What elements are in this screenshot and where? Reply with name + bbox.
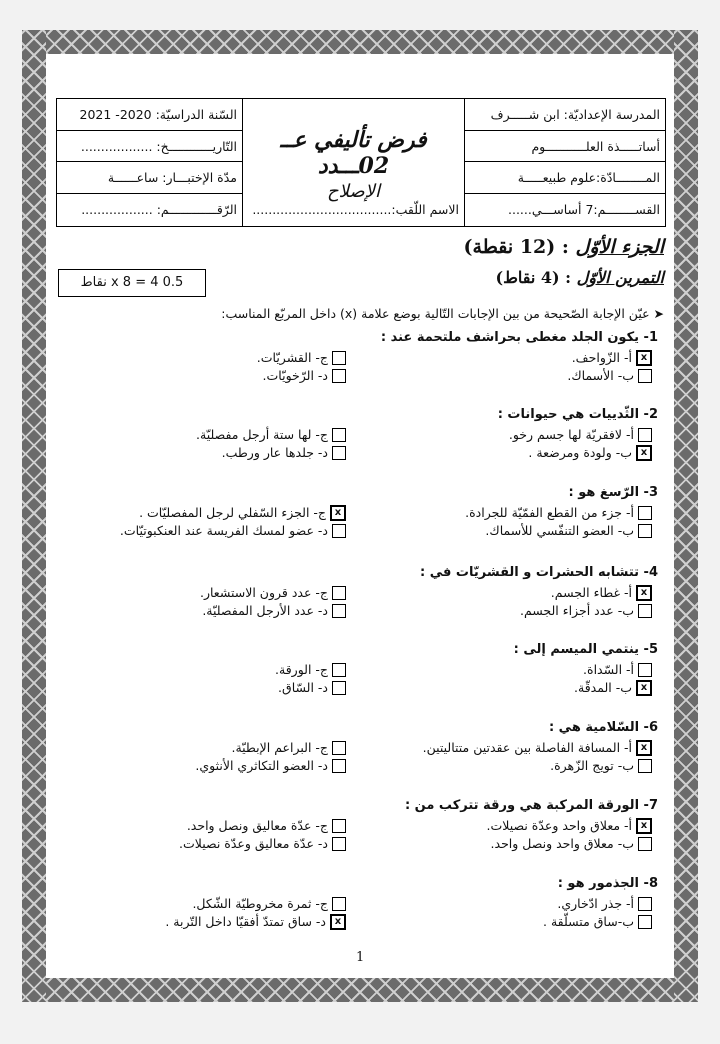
option-1-4[interactable] bbox=[263, 367, 346, 385]
option-5-1[interactable] bbox=[583, 661, 652, 679]
option-label: د- ساق تمتدّ أفقيّا داخل التّربة . bbox=[165, 914, 326, 929]
arrow-icon: ➤ bbox=[649, 306, 664, 321]
option-8-1[interactable] bbox=[557, 895, 652, 913]
question-text: 2- الثّدييات هي حيوانات : bbox=[497, 407, 658, 422]
page-number: 1 bbox=[356, 950, 365, 965]
decorative-border-right bbox=[674, 30, 698, 1002]
checked-box-icon[interactable]: x bbox=[330, 505, 346, 521]
checkbox-icon[interactable] bbox=[332, 604, 346, 618]
option-label: أ- جذر ادّخاري. bbox=[557, 896, 634, 911]
teacher-field: أساتـــــذة العلـــــــــــوم bbox=[465, 131, 665, 163]
checkbox-icon[interactable] bbox=[332, 741, 346, 755]
exercise-label: التمرين الأوّل bbox=[576, 268, 664, 287]
option-6-1[interactable] bbox=[423, 739, 652, 757]
checkbox-icon[interactable] bbox=[332, 897, 346, 911]
option-2-1[interactable] bbox=[509, 426, 652, 444]
checked-box-icon[interactable]: x bbox=[636, 445, 652, 461]
option-3-2[interactable] bbox=[485, 522, 652, 540]
decorative-border-left bbox=[22, 30, 46, 1002]
option-label: د- جلدها عار ورطب. bbox=[221, 445, 328, 460]
option-5-4[interactable] bbox=[278, 679, 346, 697]
options bbox=[62, 894, 658, 932]
option-3-1[interactable] bbox=[465, 504, 652, 522]
checkbox-icon[interactable] bbox=[638, 428, 652, 442]
checked-box-icon[interactable]: x bbox=[636, 350, 652, 366]
option-label: ج- الجزء السّفلي لرجل المفصليّات . bbox=[139, 505, 326, 520]
option-4-4[interactable] bbox=[202, 602, 346, 620]
option-1-2[interactable] bbox=[567, 367, 652, 385]
checkbox-icon[interactable] bbox=[332, 663, 346, 677]
checkbox-icon[interactable] bbox=[638, 369, 652, 383]
checkbox-icon[interactable] bbox=[638, 915, 652, 929]
school-field: المدرسة الإعداديّة: ابن شـــــرف bbox=[465, 99, 665, 131]
option-label: أ- لافقريّة لها جسم رخو. bbox=[508, 427, 634, 442]
checkbox-icon[interactable] bbox=[638, 663, 652, 677]
option-label: ج- عدد قرون الاستشعار. bbox=[199, 585, 328, 600]
option-label: د- السّاق. bbox=[278, 680, 328, 695]
option-label: ب- ولودة ومرضعة . bbox=[528, 445, 632, 460]
checkbox-icon[interactable] bbox=[638, 604, 652, 618]
exercise-points: : (4 نقاط) bbox=[495, 268, 572, 287]
checkbox-icon[interactable] bbox=[332, 446, 346, 460]
checkbox-icon[interactable] bbox=[332, 819, 346, 833]
option-label: ب-ساق متسلّقة . bbox=[543, 914, 634, 929]
class-field: القســــــــم:7 أساســـي...... bbox=[508, 201, 660, 217]
question-2 bbox=[62, 405, 658, 463]
options bbox=[62, 348, 658, 386]
options bbox=[62, 660, 658, 698]
instruction-text: عيّن الإجابة الصّحيحة من بين الإجابات التّالية بوضع علامة (x) داخل المربّع المناسب: bbox=[221, 306, 650, 321]
option-label: ب- المدقّة. bbox=[574, 680, 632, 695]
question-text: 7- الورقة المركبة هي ورقة تتركب من : bbox=[404, 798, 658, 813]
question-4 bbox=[62, 563, 658, 621]
exam-subtitle: الإصلاح bbox=[327, 181, 380, 202]
option-label: د- عضو لمسك الفريسة عند العنكبوتيّات. bbox=[119, 523, 328, 538]
option-8-3[interactable] bbox=[192, 895, 346, 913]
option-4-1[interactable] bbox=[551, 584, 652, 602]
checkbox-icon[interactable] bbox=[332, 369, 346, 383]
option-label: أ- المسافة الفاصلة بين عقدتين متتاليتين. bbox=[422, 740, 632, 755]
checkbox-icon[interactable] bbox=[638, 897, 652, 911]
option-label: ب- عدد أجزاء الجسم. bbox=[519, 603, 634, 618]
option-label: أ- الزّواحف. bbox=[571, 350, 632, 365]
duration-field: مدّة الإختبـــار: ساعــــــة bbox=[57, 162, 242, 194]
options bbox=[62, 425, 658, 463]
options bbox=[62, 583, 658, 621]
exercise-title bbox=[496, 268, 664, 287]
question-text: 8- الجذمور هو : bbox=[557, 876, 658, 891]
question-3 bbox=[62, 483, 658, 541]
question-5 bbox=[62, 640, 658, 698]
checkbox-icon[interactable] bbox=[332, 837, 346, 851]
checked-box-icon[interactable]: x bbox=[636, 680, 652, 696]
checkbox-icon[interactable] bbox=[332, 759, 346, 773]
part-title bbox=[464, 236, 664, 258]
scoring-box: 0.5 x 8 = 4 نقاط bbox=[58, 269, 206, 297]
option-label: ج- الورقة. bbox=[275, 662, 328, 677]
exam-header bbox=[56, 98, 666, 227]
option-6-4[interactable] bbox=[195, 757, 346, 775]
question-1 bbox=[62, 328, 658, 386]
option-label: أ- جزء من القطع الفمّيّة للجرادة. bbox=[465, 505, 634, 520]
option-6-2[interactable] bbox=[550, 757, 652, 775]
option-label: أ- غطاء الجسم. bbox=[550, 585, 632, 600]
option-label: د- عدد الأرجل المفصليّة. bbox=[202, 603, 328, 618]
number-field: الرّقـــــــــــــم: .................. bbox=[81, 201, 237, 217]
option-5-3[interactable] bbox=[275, 661, 346, 679]
option-label: أ- معلاق واحد وعدّة نصيلات. bbox=[486, 818, 632, 833]
options bbox=[62, 816, 658, 854]
header-title-area bbox=[242, 99, 465, 202]
checkbox-icon[interactable] bbox=[332, 681, 346, 695]
checkbox-icon[interactable] bbox=[332, 524, 346, 538]
checkbox-icon[interactable] bbox=[638, 837, 652, 851]
option-2-4[interactable] bbox=[222, 444, 346, 462]
checked-box-icon[interactable]: x bbox=[330, 914, 346, 930]
option-label: ب- العضو التنفّسي للأسماك. bbox=[485, 523, 634, 538]
checked-box-icon[interactable]: x bbox=[636, 585, 652, 601]
option-8-4[interactable] bbox=[165, 913, 346, 931]
name-field: الاسم اللّقب:................................... bbox=[252, 202, 459, 217]
question-text: 6- السّلامية هي : bbox=[548, 720, 658, 735]
option-1-1[interactable] bbox=[572, 349, 652, 367]
option-label: ج- ثمرة مخروطيّة الشّكل. bbox=[192, 896, 328, 911]
decorative-border-top bbox=[22, 30, 698, 54]
option-2-2[interactable] bbox=[528, 444, 652, 462]
part-label: الجزء الأوّل bbox=[575, 236, 664, 258]
question-8 bbox=[62, 874, 658, 932]
option-4-3[interactable] bbox=[200, 584, 346, 602]
option-label: ب- الأسماك. bbox=[567, 368, 634, 383]
checked-box-icon[interactable]: x bbox=[636, 740, 652, 756]
option-label: ب- تويج الزّهرة. bbox=[550, 758, 634, 773]
option-6-3[interactable] bbox=[231, 739, 346, 757]
exam-title: فرض تأليفي عــ 02ـــدد bbox=[280, 127, 427, 179]
checkbox-icon[interactable] bbox=[332, 428, 346, 442]
option-label: ج- القشريّات. bbox=[256, 350, 328, 365]
exercise-instruction bbox=[221, 306, 664, 321]
question-6 bbox=[62, 718, 658, 776]
question-text: 1- يكون الجلد مغطى بحراشف ملتحمة عند : bbox=[380, 330, 658, 345]
checkbox-icon[interactable] bbox=[332, 351, 346, 365]
option-7-3[interactable] bbox=[187, 817, 346, 835]
header-left-column bbox=[57, 99, 243, 226]
decorative-border-bottom bbox=[22, 978, 698, 1002]
part-points: : (12 نقطة) bbox=[463, 236, 569, 258]
options bbox=[62, 503, 658, 541]
question-text: 4- تتشابه الحشرات و القشريّات في : bbox=[420, 565, 658, 580]
option-2-3[interactable] bbox=[196, 426, 346, 444]
option-4-2[interactable] bbox=[520, 602, 652, 620]
options bbox=[62, 738, 658, 776]
option-7-2[interactable] bbox=[491, 835, 652, 853]
question-text: 5- ينتمي الميسم إلى : bbox=[513, 642, 658, 657]
year-field: السّنة الدراسيّة: 2020- 2021 bbox=[57, 99, 242, 131]
option-label: ج- لها ستة أرجل مفصليّة. bbox=[196, 427, 328, 442]
option-label: ب- معلاق واحد ونصل واحد. bbox=[490, 836, 634, 851]
option-label: أ- السّداة. bbox=[583, 662, 634, 677]
question-text: 3- الرّسغ هو : bbox=[568, 485, 658, 500]
option-label: د- عدّة معاليق وعدّة نصيلات. bbox=[179, 836, 328, 851]
option-label: ج- عدّة معاليق ونصل واحد. bbox=[186, 818, 328, 833]
option-8-2[interactable] bbox=[543, 913, 652, 931]
subject-field: المــــــــادّة:علوم طبيعـــــة bbox=[465, 162, 665, 194]
option-1-3[interactable] bbox=[257, 349, 346, 367]
option-label: د- الرّخويّات. bbox=[262, 368, 328, 383]
question-7 bbox=[62, 796, 658, 854]
option-7-4[interactable] bbox=[179, 835, 346, 853]
checked-box-icon[interactable]: x bbox=[636, 818, 652, 834]
header-right-column bbox=[464, 99, 665, 226]
option-label: د- العضو التكاثري الأنثوي. bbox=[195, 758, 328, 773]
checkbox-icon[interactable] bbox=[332, 586, 346, 600]
checkbox-icon[interactable] bbox=[638, 759, 652, 773]
option-5-2[interactable] bbox=[574, 679, 652, 697]
checkbox-icon[interactable] bbox=[638, 524, 652, 538]
date-field: التّاريــــــــــــخ: .................. bbox=[57, 131, 242, 163]
option-label: ج- البراعم الإبطيّة. bbox=[231, 740, 328, 755]
option-7-1[interactable] bbox=[487, 817, 652, 835]
option-3-4[interactable] bbox=[120, 522, 346, 540]
option-3-3[interactable] bbox=[139, 504, 346, 522]
checkbox-icon[interactable] bbox=[638, 506, 652, 520]
